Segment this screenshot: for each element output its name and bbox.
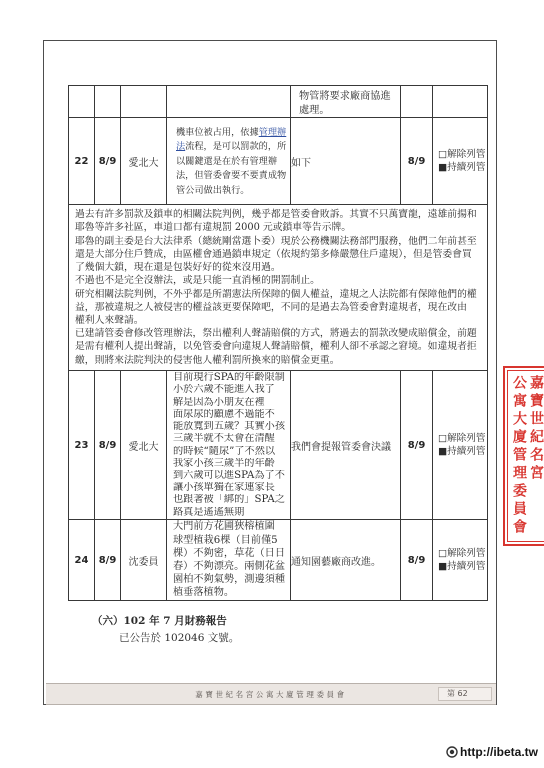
- status-continue-checkbox: ■持續列管: [438, 446, 486, 457]
- status-cell: [433, 520, 488, 601]
- text-line: 耶魯的副主委是台大法律系（總統剛當選卜委）現於公務機關法務部門服務，他們二年前甚至: [75, 235, 477, 247]
- note-cell: [69, 205, 488, 371]
- text-line: 棵）不夠密，草花（日日: [173, 547, 286, 559]
- date-cell: [95, 86, 121, 118]
- financial-report-heading: （六）102 年 7 月財務報告: [92, 615, 227, 627]
- red-seal-stamp: [503, 366, 544, 546]
- text-line: 讓小孩單獨在家連家長: [173, 482, 275, 494]
- text-line: 路真是遙遙無期: [173, 506, 245, 518]
- item-date: 8/9: [95, 520, 121, 601]
- text-line: 能放寬到五歲？其實小孩: [173, 421, 286, 433]
- item-number: 23: [69, 371, 95, 520]
- text-line: 春）不夠漂亮。兩側花盆: [173, 561, 286, 572]
- text-line: 了幾個大鎖，現在還是包裝好好的從來沒用過。: [75, 262, 281, 274]
- no-cell: [69, 86, 95, 118]
- regulation-link-text: 法: [176, 141, 186, 153]
- text-segment: 流程，是可以罰款的，所: [185, 141, 287, 153]
- item-date: 8/9: [95, 118, 121, 205]
- text-line: 不過也不是完全沒辦法，或是只能一直消極的開罰制止。: [75, 275, 320, 287]
- item-number: 24: [69, 520, 95, 601]
- text-line: 耶魯等許多社區，車道口都有違規罰 2000 元或鎖車等告示牌。: [75, 222, 352, 234]
- proposer-name: 愛北大: [121, 118, 167, 205]
- table-row: [69, 86, 488, 118]
- regulation-link-text: 管理辦: [258, 126, 287, 138]
- response-cell: 如下: [291, 118, 401, 205]
- text-line: 繳，則將來法院判決的侵害他人權利罰所換來的賠償金更重。: [75, 354, 340, 366]
- text-line: 以關鍵還是在於有管理辦: [176, 155, 278, 167]
- content-cell: [167, 86, 291, 118]
- text-line: 三歲半就不太會在清醒: [173, 433, 275, 445]
- text-line: 是需有權利人提出聲請，以免管委會向違規人聲請賠償，權利人卻不承認之窘境。如違規者拒: [75, 341, 477, 353]
- item-number: 22: [69, 118, 95, 205]
- text-line: 過去有許多罰款及鎖車的相關法院判例，幾乎都是管委會敗訴。其實不只萬寶龍，遠雄前揚和: [75, 209, 477, 221]
- status-continue-checkbox: ■持續列管: [438, 561, 486, 572]
- text-line: 解是因為小朋友在裡: [173, 396, 265, 408]
- text-line: 到六歲可以進SPA為了不: [173, 469, 285, 481]
- text-line: [176, 140, 290, 155]
- text-line: 植垂落植物。: [173, 587, 235, 599]
- seal-inner-border: [507, 370, 544, 542]
- watermark-url: http://ibeta.tw: [460, 745, 538, 759]
- reply-date: 8/9: [401, 520, 433, 601]
- text-line: 面尿尿的顧慮不過能不: [173, 408, 275, 420]
- watermark: [446, 744, 542, 760]
- reply-date: 8/9: [401, 118, 433, 205]
- content-cell: [167, 371, 291, 520]
- issue-tracking-table: [68, 85, 488, 601]
- status-cell: [433, 371, 488, 520]
- response-cell: 通知園藝廠商改進。: [291, 520, 401, 601]
- seal-text: 嘉寶世紀名宮: [528, 375, 544, 483]
- status-release-checkbox: □解除列管: [438, 433, 486, 444]
- status-cell: [433, 86, 488, 118]
- table-row: [69, 118, 488, 205]
- footer-org-name: 嘉寶世紀名宮公寓大廈管理委員會: [195, 690, 347, 699]
- proposer-name: 愛北大: [121, 371, 167, 520]
- text-line: [176, 126, 290, 141]
- text-line: 研究相關法院判例，不外乎都是所謂憲法所保障的個人權益，違規之人法院都有保障他們的權: [75, 288, 477, 300]
- item-date: 8/9: [95, 371, 121, 520]
- table-row: [69, 520, 488, 601]
- text-line: 小於六歲不能進入我了: [173, 384, 275, 396]
- ibeta-logo-icon: [446, 746, 458, 758]
- text-line: 目前現行SPA的年齡限制: [173, 372, 285, 384]
- text-segment: 機車位被占用，依據: [176, 126, 259, 138]
- text-line: 法，但管委會要不要責成物: [176, 170, 287, 182]
- status-release-checkbox: □解除列管: [438, 149, 486, 160]
- text-line: 權利人來聲請。: [75, 314, 144, 326]
- text-line: 還是大部分住戶贊成，由區權會通過鎖車規定（依規約第多條嚴懲住戶違規），但是管委會買: [75, 248, 472, 260]
- status-release-checkbox: □解除列管: [438, 548, 486, 559]
- text-line: 處理。: [299, 104, 330, 116]
- footer-band: [46, 683, 496, 705]
- text-line: 管公司做出執行。: [176, 184, 250, 196]
- proposer-name: 沈委員: [121, 520, 167, 601]
- status-cell: [433, 118, 488, 205]
- table-row-note: [69, 205, 488, 371]
- page-number: 第 62: [438, 687, 492, 701]
- text-line: 物管將要求廠商協進: [299, 91, 391, 102]
- content-cell: [167, 118, 291, 205]
- name-cell: [121, 86, 167, 118]
- seal-text: 公寓大廈管理委員會: [511, 375, 527, 537]
- text-line: 益，那被違規之人被侵害的權益該更要保障吧，不同的是過去為管委會對違規者，現在改由: [75, 301, 467, 313]
- text-line: 球型植栽6棵（目前僅5: [173, 534, 278, 546]
- content-cell: [167, 520, 291, 601]
- text-line: 也跟著被「綁的」SPA之: [173, 494, 285, 506]
- response-cell: 我們會提報管委會決議: [291, 371, 401, 520]
- response-cell: [291, 86, 401, 118]
- financial-report-body: 已公告於 102046 文號。: [119, 632, 240, 644]
- table-row: [69, 371, 488, 520]
- text-line: 已建請管委會修改管理辦法，祭出權利人聲請賠償的方式，將過去的罰款改變成賠償金，前題: [75, 328, 477, 340]
- text-line: 我家小孩三歲半的年齡: [173, 457, 275, 469]
- text-line: 園柏不夠氣勢，測邊須種: [173, 574, 286, 586]
- reply-date-cell: [401, 86, 433, 118]
- text-line: 的時候“隨尿”了不然以: [173, 445, 276, 457]
- reply-date: 8/9: [401, 371, 433, 520]
- status-continue-checkbox: ■持續列管: [438, 162, 486, 173]
- text-line: 大門前方花圃狹榕植圍: [173, 521, 275, 533]
